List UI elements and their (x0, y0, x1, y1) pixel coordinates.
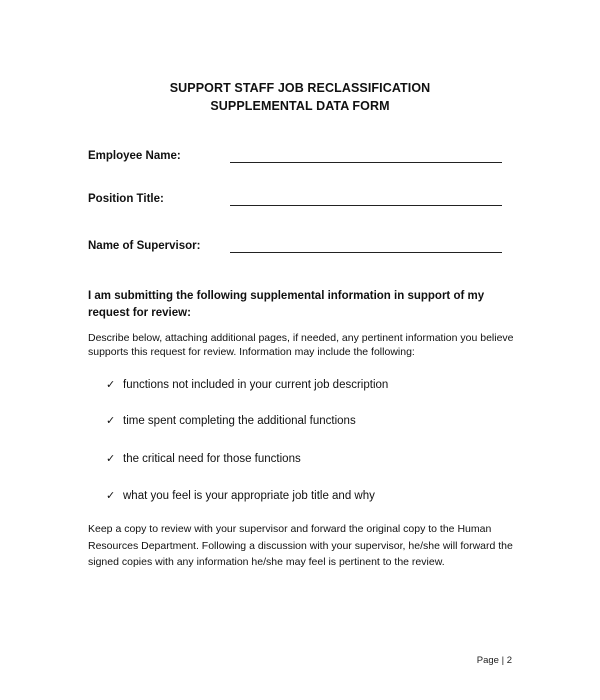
checklist-item (106, 452, 301, 465)
page-number: Page | 2 (476, 655, 512, 666)
employee-name-line[interactable] (230, 162, 502, 163)
form-title-line1: SUPPORT STAFF JOB RECLASSIFICATION (169, 81, 431, 95)
closing-paragraph: Keep a copy to review with your supervisor and forward the original copy to the Human Resources Department. Following a discussion with your supervisor, he/she will forward the signed copies with any information he/she may feel is pertinent to the review. (88, 523, 513, 568)
intro-statement: I am submitting the following supplemental information in support of my request for review: (88, 290, 485, 319)
description-paragraph: Describe below, attaching additional pages, if needed, any pertinent information you believe supports this request for review. Information may include the following: (88, 332, 514, 358)
employee-name-label: Employee Name: (88, 150, 181, 162)
checkmark-icon: ✓ (106, 490, 116, 502)
checklist-item (106, 378, 388, 391)
checklist-item-text: the critical need for those functions (123, 453, 301, 465)
supervisor-name-label: Name of Supervisor: (88, 240, 201, 252)
supervisor-name-line[interactable] (230, 252, 502, 253)
checklist-item-text: what you feel is your appropriate job title and why (123, 490, 375, 502)
form-title-line2: SUPPLEMENTAL DATA FORM (210, 99, 390, 113)
checkmark-icon: ✓ (106, 453, 116, 465)
position-title-label: Position Title: (88, 193, 164, 205)
checklist-item-text: time spent completing the additional functions (123, 415, 356, 427)
position-title-line[interactable] (230, 205, 502, 206)
checklist-item (106, 414, 356, 427)
checkmark-icon: ✓ (106, 415, 116, 427)
checklist-item (106, 489, 375, 502)
checkmark-icon: ✓ (106, 379, 116, 391)
checklist-item-text: functions not included in your current job description (123, 379, 389, 391)
